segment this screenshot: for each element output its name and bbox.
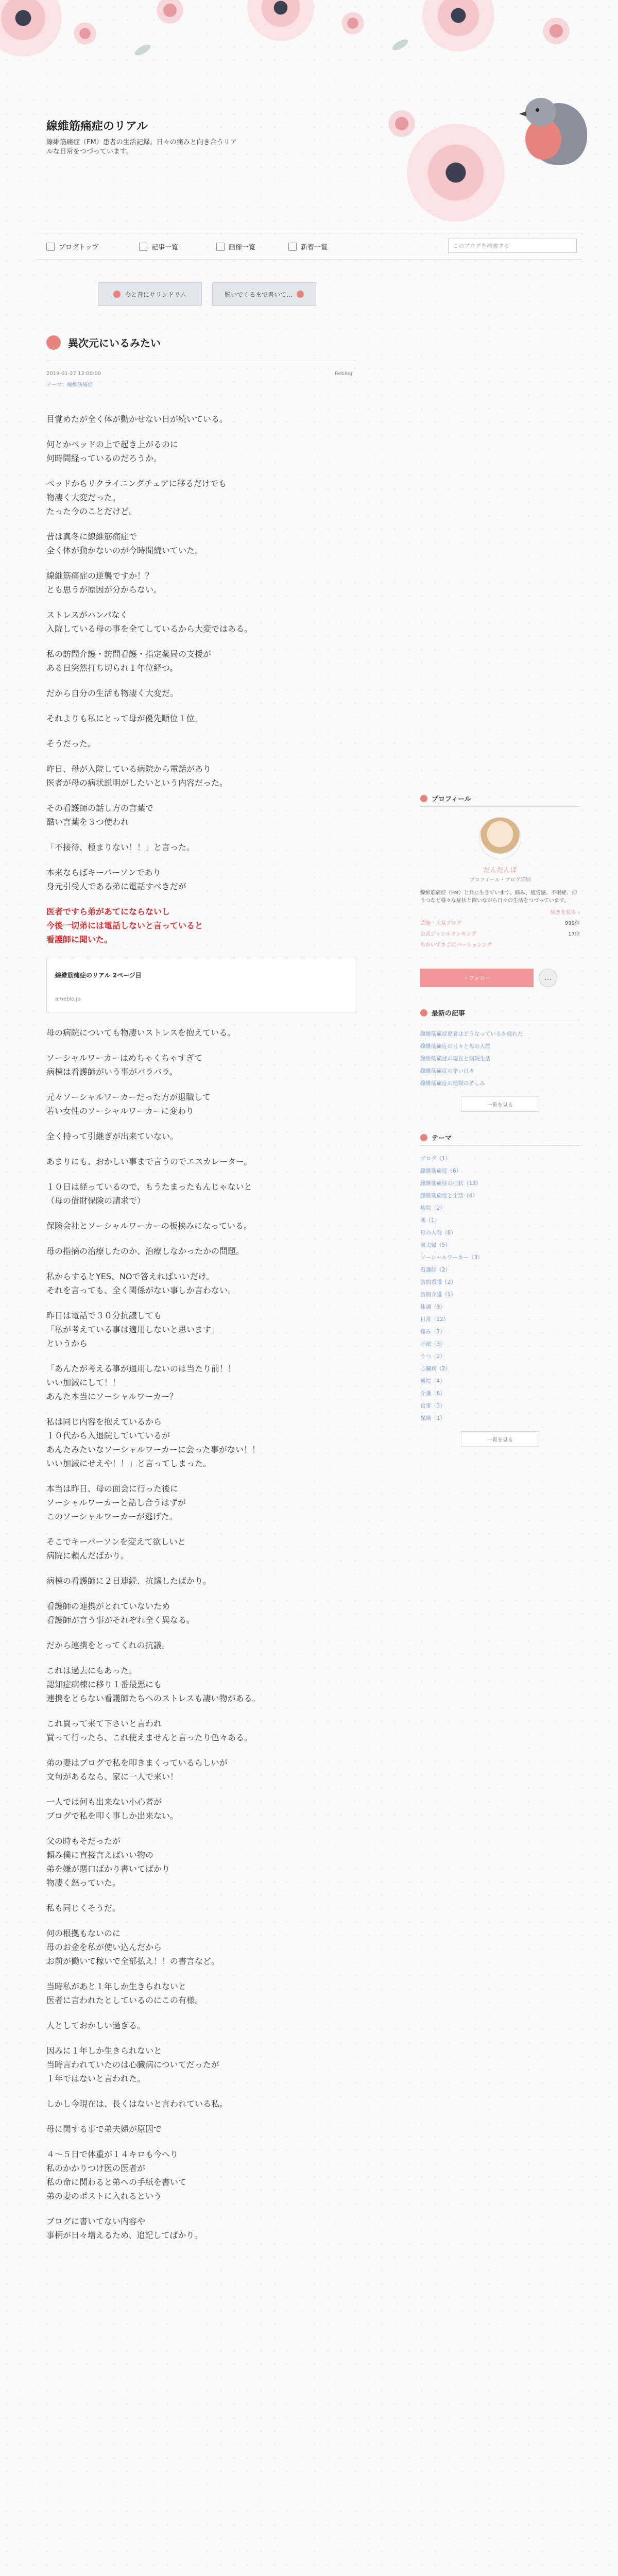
theme-link[interactable]: 痛み（7） xyxy=(420,1326,580,1338)
theme-link[interactable]: 訪問介護（1） xyxy=(420,1289,580,1301)
stat-row xyxy=(420,929,580,937)
paragraph: 本来ならばキーパーソンであり 身元引受人である弟に電話すべきだが xyxy=(46,868,186,891)
bird-illustration xyxy=(510,82,597,175)
paragraph: 昔は真冬に線維筋痛症で 全く体が動かないのが今時間続いていた。 xyxy=(46,532,203,555)
paragraph: しかし今現在は、長くはないと言われている私。 xyxy=(46,2099,228,2109)
paragraph: 母に関する事で弟夫婦が原因で xyxy=(46,2124,162,2134)
theme-link[interactable]: 介護（6） xyxy=(420,1388,580,1400)
follow-area xyxy=(420,969,580,987)
paragraph: 私からするとYES、NOで答えればいいだけ。 それを言っても、全く関係がない事しか言わない。 xyxy=(46,1272,236,1295)
paragraph: ４～５日で体重が１４キロも今へり 私のかかりつけ医の医者が 私の命に関わると弟への手紙を書いて 弟の妻のポストに入れるという xyxy=(46,2149,187,2201)
paragraph: 因みに１年しか生きられないと 当時言われていたのは心臓病についてだったが １年ではないと言われた。 xyxy=(46,2046,219,2083)
paragraph: 病棟の看護師に２日連続、抗議したばかり。 xyxy=(46,1576,212,1586)
user-icon xyxy=(420,795,427,802)
more-icon[interactable]: … xyxy=(539,969,557,987)
recent-article-link[interactable]: 線維筋痛症患者はどうなっているか疲れた xyxy=(420,1028,580,1041)
post-theme[interactable]: テーマ：線維筋痛症 xyxy=(46,382,93,388)
paragraph: 元々ソーシャルワーカーだった方が退職して 若い女性のソーシャルワーカーに変わり xyxy=(46,1092,211,1116)
post-body xyxy=(46,412,355,2253)
theme-link[interactable]: 体調（9） xyxy=(420,1301,580,1314)
nav-articles[interactable] xyxy=(139,242,178,251)
search-input[interactable]: このブログを検索する xyxy=(448,239,577,253)
stat-row xyxy=(420,919,580,926)
theme-link[interactable]: 訪問看護（2） xyxy=(420,1277,580,1289)
theme-link[interactable]: ソーシャルワーカー（3） xyxy=(420,1252,580,1264)
blog-description: 線維筋痛症（FM）患者の生活記録。日々の痛みと向き合うリアルな日常をつづっています。 xyxy=(46,139,237,156)
list-icon xyxy=(139,243,147,251)
paragraph: 昨日は電話で３０分抗議しても 「私が考えている事は適用しないと思います」 というから xyxy=(46,1311,220,1348)
theme-link[interactable]: 食事（3） xyxy=(420,1400,580,1413)
heading-text: テーマ xyxy=(432,1134,452,1142)
theme-link[interactable]: 線維筋痛症と生活（4） xyxy=(420,1190,580,1202)
home-icon xyxy=(46,243,55,251)
paragraph: 父の時もそだったが 頼み僕に直接言えばいい物の 弟を嫌が悪口ばかり書いてばかり 物凄く怒っていた。 xyxy=(46,1836,170,1888)
theme-link[interactable]: 病院（2） xyxy=(420,1202,580,1215)
heading-text: プロフィール xyxy=(432,795,471,803)
stat-value: 999位 xyxy=(564,921,580,926)
heading-text: 最新の記事 xyxy=(432,1010,466,1018)
recent-list xyxy=(420,1028,580,1090)
reblog-link[interactable]: Reblog xyxy=(335,371,353,377)
tag-icon xyxy=(420,1134,427,1141)
chevron-right-icon xyxy=(297,291,304,298)
chevron-left-icon xyxy=(113,291,121,298)
paragraph: 弟の妻はブログで私を叩きまくっているらしいが 文句があるなら、家に一人で来い！ xyxy=(46,1758,228,1782)
bio-more-link[interactable]: 続きを見る › xyxy=(550,910,580,916)
recent-article-link[interactable]: 線維筋痛症の現在と病院生活 xyxy=(420,1053,580,1065)
nav-label: 記事一覧 xyxy=(151,244,179,251)
theme-heading xyxy=(420,1132,580,1146)
post-title[interactable] xyxy=(46,335,161,350)
stat-note xyxy=(420,940,580,948)
blog-header xyxy=(36,77,577,222)
next-post-button[interactable] xyxy=(212,282,316,306)
highlighted-text: 医者ですら弟があてにならないし 今後一切弟には電話しないと言っていると 看護師に聞いた。 xyxy=(46,907,203,944)
flower-decoration xyxy=(247,0,314,41)
pager xyxy=(98,282,316,306)
paragraph: だから連携をとってくれの抗議。 xyxy=(46,1640,170,1650)
paragraph: 私の訪問介護・訪問看護・指定薬局の支援が ある日突然打ち切られ１年位経つ。 xyxy=(46,649,212,673)
theme-link[interactable]: ブログ（1） xyxy=(420,1153,580,1165)
theme-more-button[interactable]: 一覧を見る xyxy=(461,1431,539,1447)
flower-decoration xyxy=(407,124,505,222)
nav-new[interactable] xyxy=(288,242,328,251)
paragraph: 線維筋痛症の逆襲ですか！？ とも思うが原因が分からない。 xyxy=(46,571,162,595)
nav-label: ブログトップ xyxy=(59,244,99,251)
paragraph: 本当は昨日、母の面会に行った後に ソーシャルワーカーと話し合うはずが このソーシャルワーカーが逃げた。 xyxy=(46,1484,186,1521)
flower-decoration xyxy=(386,108,417,139)
nav-label: 画像一覧 xyxy=(229,244,256,251)
paragraph: あまりにも、おかしい事まで言うのでエスカレーター。 xyxy=(46,1157,252,1166)
paragraph: 「不接待、極まりない！！」と言った。 xyxy=(46,842,195,852)
blog-title[interactable]: 線維筋痛症のリアル xyxy=(46,120,148,133)
flower-decoration xyxy=(340,10,366,36)
paragraph: ベッドからリクライニングチェアに移るだけでも 物凄く大変だった。 たった今のことだけど。 xyxy=(46,479,227,516)
prev-post-button[interactable] xyxy=(98,282,202,306)
paragraph: これ買って来て下さいと言われ 買って行ったら、これ使えませんと言ったり色々ある。 xyxy=(46,1719,253,1742)
paragraph: だから自分の生活も物凄く大変だ。 xyxy=(46,688,179,698)
global-nav xyxy=(36,233,582,260)
paragraph: １０日は経っているので、もうたまったもんじゃないと （母の借財保険の請求で） xyxy=(46,1182,252,1206)
theme-link[interactable]: うつ（2） xyxy=(420,1351,580,1363)
paragraph: 母の病院についても物凄いストレスを抱えている。 xyxy=(46,1028,236,1038)
nav-label: 新着一覧 xyxy=(301,244,328,251)
link-card-url: ameblo.jp xyxy=(55,996,81,1002)
header-decoration xyxy=(0,0,618,72)
paragraph: そうだった。 xyxy=(46,739,96,749)
theme-link[interactable]: 看護師（2） xyxy=(420,1264,580,1277)
new-icon xyxy=(288,243,297,251)
paragraph: 看護師の連携がとれていないため 看護師が言う事がそれぞれ全く異なる。 xyxy=(46,1601,195,1625)
leaf-decoration xyxy=(133,42,152,57)
theme-link[interactable]: 通院（4） xyxy=(420,1376,580,1388)
avatar[interactable] xyxy=(479,817,521,859)
recent-more-button[interactable]: 一覧を見る xyxy=(461,1096,539,1112)
paragraph: 「あんたが考える事が通用しないのは当たり前！！ いい加減にして！！ あんた本当にソーシャルワーカー？ xyxy=(46,1364,236,1401)
stat-label[interactable]: 芸能・人気ブログ xyxy=(420,921,461,926)
link-card-title: 線維筋痛症のリアル 2ページ目 xyxy=(55,972,142,979)
paragraph: 目覚めたが全く体が動かせない日が続いている。 xyxy=(46,414,228,424)
leaf-decoration xyxy=(391,37,409,52)
theme-link[interactable]: 心臓病（2） xyxy=(420,1363,580,1376)
profile-sub[interactable]: プロフィール・ブログ詳細 xyxy=(469,877,531,883)
flower-decoration xyxy=(0,0,62,57)
stat-note-text: ちかいずさごにパッションング xyxy=(420,942,492,948)
stat-label[interactable]: 公式ジャンルランキング xyxy=(420,931,477,937)
post-icon xyxy=(46,335,61,350)
post-date: 2019-01-27 12:00:00 xyxy=(46,371,101,377)
paragraph: 昨日、母が入院している病院から電話があり 医者が母の病状説明がしたいという内容だった。 xyxy=(46,764,228,788)
theme-link[interactable]: 薬（1） xyxy=(420,1215,580,1227)
theme-link[interactable]: 弟夫婦（5） xyxy=(420,1240,580,1252)
paragraph: 人としておかしい過ぎる。 xyxy=(46,2021,146,2030)
paragraph: 保険会社とソーシャルワーカーの板挟みになっている。 xyxy=(46,1221,252,1231)
paragraph: 全く持って引継ぎが出来ていない。 xyxy=(46,1131,179,1141)
article-icon xyxy=(420,1009,427,1016)
nav-images[interactable] xyxy=(216,242,255,251)
flower-decoration xyxy=(541,15,572,46)
paragraph: そこでキーパーソンを変えて欲しいと 病院に頼んだばかり。 xyxy=(46,1537,186,1561)
sidebar xyxy=(420,793,580,1453)
profile-name[interactable]: だんだんぱ xyxy=(483,867,517,874)
paragraph: 一人では何も出来ない小心者が ブログで私を叩く事しか出来ない。 xyxy=(46,1797,179,1821)
flower-decoration xyxy=(422,0,494,52)
recent-heading xyxy=(420,1008,580,1021)
paragraph: その看護師の話し方の言葉で 酷い言葉を３つ使われ xyxy=(46,803,154,827)
paragraph: 何とかベッドの上で起き上がるのに 何時間経っているのだろうか。 xyxy=(46,439,179,463)
link-card[interactable] xyxy=(46,958,356,1012)
paragraph: 母の指摘の治療したのか、治療しなかったかの問題。 xyxy=(46,1246,245,1256)
image-icon xyxy=(216,243,225,251)
theme-list xyxy=(420,1153,580,1425)
nav-blog-top[interactable] xyxy=(46,242,99,251)
next-post-label: 脱いでくるまで書いて… xyxy=(224,291,293,298)
recent-article-link[interactable]: 線維筋痛症の辛い日々 xyxy=(420,1065,580,1078)
profile-bio: 線維筋痛症（FM）と共に生きています。痛み、疲労感、不眠症、抑うつなど様々な症状と闘いながら日々の生活をつづっています。 xyxy=(420,890,577,904)
stat-value: 17位 xyxy=(568,931,580,937)
recent-article-link[interactable]: 線維筋痛症の地獄の苦しみ xyxy=(420,1078,580,1090)
profile-heading xyxy=(420,793,580,807)
paragraph: 何の根拠もないのに 母のお金を私が使い込んだから お前が働いて稼いで全部払え！！の書言など。 xyxy=(46,1928,220,1966)
paragraph: それよりも私にとって母が優先順位１位。 xyxy=(46,714,203,723)
flower-decoration xyxy=(72,21,98,46)
theme-link[interactable]: 保険（1） xyxy=(420,1413,580,1425)
paragraph: これは過去にもあった。 認知症病棟に移り１番最悪にも 連携をとらない看護師たちへのストレスも凄い物がある。 xyxy=(46,1666,261,1703)
paragraph: 私は同じ内容を抱えているから １０代から入退院していているが あんたみたいなソーシャルワーカーに会った事がない！！ いい加減にせえや！！」と言ってしまった。 xyxy=(46,1417,261,1468)
theme-link[interactable]: 母の入院（8） xyxy=(420,1227,580,1240)
paragraph: 私も同じくそうだ。 xyxy=(46,1903,121,1913)
follow-button[interactable]: ＋フォロー xyxy=(420,969,534,987)
prev-post-label: 今と昔にサリンドリム xyxy=(124,291,186,298)
recent-article-link[interactable]: 線維筋痛症の日々と母の入院 xyxy=(420,1041,580,1053)
paragraph: 当時私があと１年しか生きられないと 医者に言われたとしているのにこの有様。 xyxy=(46,1981,203,2005)
paragraph: ストレスがハンパなく 入院している母の事を全てしているから大変ではある。 xyxy=(46,610,253,634)
theme-link[interactable]: 線維筋痛症の症状（13） xyxy=(420,1178,580,1190)
paragraph: ブログに書いてない内容や 事柄が日々増えるため、追記してばかり。 xyxy=(46,2216,203,2240)
paragraph: ソーシャルワーカーはめちゃくちゃすぎて 病棟は看護師がいう事がバラバラ。 xyxy=(46,1053,203,1077)
theme-link[interactable]: 日常（12） xyxy=(420,1314,580,1326)
theme-link[interactable]: 線維筋痛症（6） xyxy=(420,1165,580,1178)
flower-decoration xyxy=(154,0,185,26)
post-title-text: 異次元にいるみたい xyxy=(68,337,161,349)
theme-link[interactable]: 不眠（3） xyxy=(420,1338,580,1351)
